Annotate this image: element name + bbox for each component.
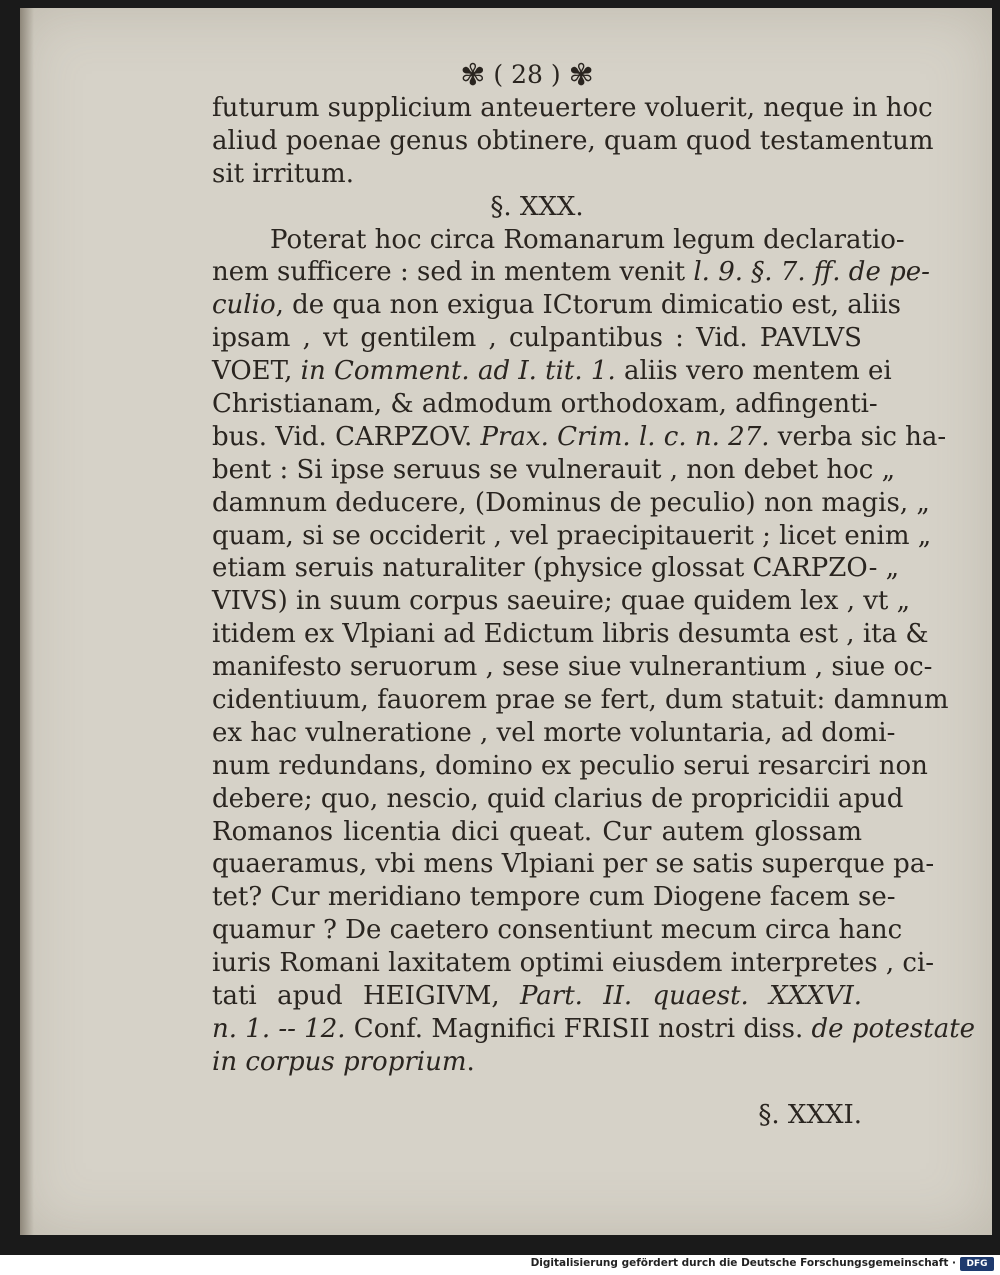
citation: l. 9. §. 7. ff. de pe- [693, 257, 930, 288]
text-line: tet? Cur meridiano tempore cum Diogene facem se- [212, 882, 896, 913]
text-line: num redundans, domino ex peculio serui resarciri non [212, 750, 928, 781]
text-span: tati apud HEIGIVM, [212, 981, 520, 1012]
text-line: Christianam, & admodum orthodoxam, adfingenti- [212, 389, 878, 420]
page-text [212, 58, 976, 1132]
text-line: sit irritum. [212, 158, 354, 189]
text-line [212, 289, 902, 322]
text-line: quam, si se occiderit , vel praecipitauerit ; licet enim „ [212, 520, 932, 551]
citation: de potestate [811, 1013, 976, 1044]
text-line: Romanos licentia dici queat. Cur autem glossam [212, 816, 862, 847]
text-line [212, 421, 947, 454]
text-span: bus. Vid. CARPZOV. [212, 421, 481, 452]
text-line [212, 355, 892, 388]
text-line: VIVS) in suum corpus saeuire; quae quidem lex , vt „ [212, 586, 911, 617]
text-line [212, 1046, 862, 1079]
text-line: ipsam , vt gentilem , culpantibus : Vid. PAVLVS [212, 323, 862, 354]
text-line [212, 1013, 976, 1046]
text-span: . [466, 1046, 475, 1077]
digitization-credit: Digitalisierung gefördert durch die Deutsche Forschungsgemeinschaft · [530, 1257, 956, 1269]
text-line: futurum supplicium anteuertere voluerit, neque in hoc [212, 93, 933, 123]
text-line: itidem ex Vlpiani ad Edictum libris desumta est , ita & [212, 619, 929, 650]
text-span: nem sufficere : sed in mentem venit [212, 257, 694, 288]
citation: in Comment. ad I. tit. 1. [300, 356, 616, 387]
text-span: , de qua non exigua ICtorum dimicatio est, aliis [275, 290, 902, 321]
citation: culio [212, 290, 276, 321]
ornament-right-icon: ✾ [568, 58, 594, 93]
text-line: cidentiuum, fauorem prae se fert, dum statuit: damnum [212, 685, 949, 716]
section-heading: §. XXX. [490, 191, 584, 222]
dfg-logo: DFG [960, 1257, 994, 1271]
text-span: Conf. Magnifici FRISII nostri diss. [345, 1013, 812, 1044]
text-span: verba sic ha- [769, 421, 947, 452]
text-line: manifesto seruorum , sese siue vulnerantium , siue oc- [212, 652, 933, 683]
text-line: iuris Romani laxitatem optimi eiusdem interpretes , ci- [212, 948, 935, 979]
text-line: ex hac vulneratione , vel morte voluntaria, ad domi- [212, 717, 896, 748]
text-line: quamur ? De caetero consentiunt mecum circa hanc [212, 915, 903, 946]
text-line [212, 256, 930, 289]
citation: n. 1. -- 12. [212, 1013, 346, 1044]
text-line: quaeramus, vbi mens Vlpiani per se satis superque pa- [212, 849, 935, 880]
catchword-section: §. XXXI. [758, 1099, 862, 1130]
book-page [20, 8, 992, 1235]
page-header [192, 58, 862, 92]
text-line: damnum deducere, (Dominus de peculio) non magis, „ [212, 487, 930, 518]
ornament-left-icon: ✾ [460, 58, 486, 93]
page-number: ( 28 ) [493, 60, 561, 89]
citation: in corpus proprium [212, 1046, 467, 1077]
text-line: bent : Si ipse seruus se vulnerauit , non debet hoc „ [212, 454, 896, 485]
citation: Prax. Crim. l. c. n. 27. [480, 421, 770, 452]
text-line: Poterat hoc circa Romanarum legum declaratio- [270, 224, 905, 255]
footer-bar [0, 1255, 1000, 1275]
text-line: debere; quo, nescio, quid clarius de propricidii apud [212, 783, 904, 814]
text-line: etiam seruis naturaliter (physice glossat CARPZO- „ [212, 553, 900, 584]
text-span: VOET, [212, 356, 301, 387]
text-line: aliud poenae genus obtinere, quam quod testamentum [212, 125, 934, 156]
text-span: aliis vero mentem ei [615, 356, 892, 387]
text-line [212, 980, 862, 1013]
citation: Part. II. quaest. XXXVI. [519, 981, 862, 1012]
